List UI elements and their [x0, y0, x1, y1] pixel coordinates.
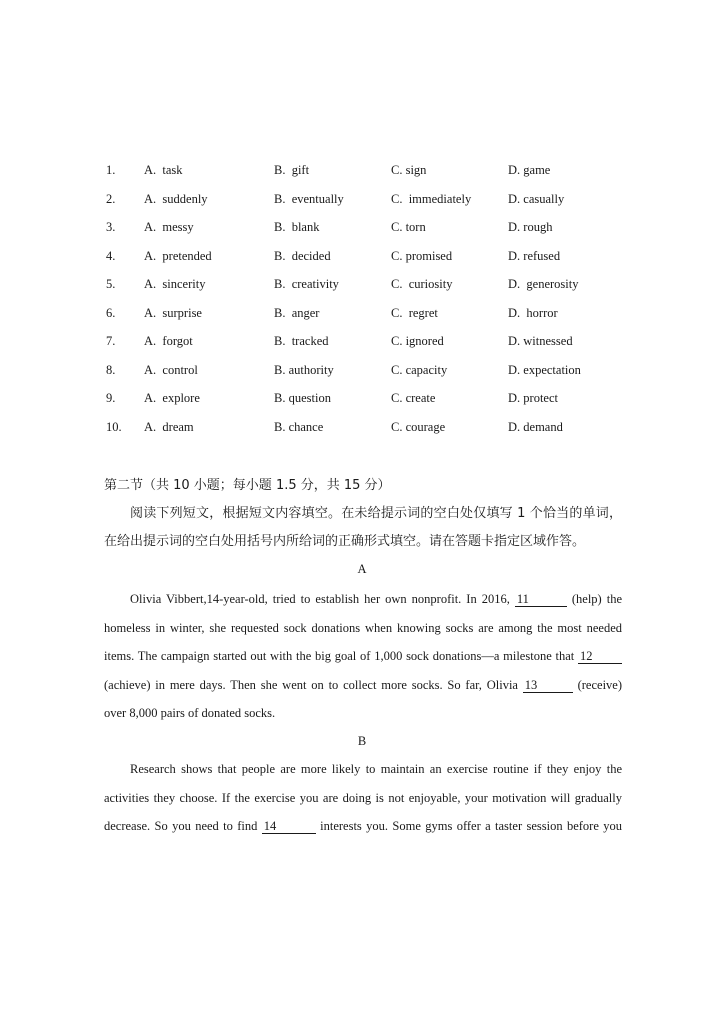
- option-b: B. authority: [274, 362, 334, 377]
- option-a: A. surprise: [144, 305, 202, 320]
- passage-a-line-3: [104, 642, 622, 671]
- passage-b-line-1: Research shows that people are more likely to maintain an exercise routine if they enjoy the: [130, 762, 622, 776]
- option-row-3: [104, 217, 644, 246]
- option-b: B. creativity: [274, 277, 339, 291]
- option-d: D. game: [508, 163, 551, 177]
- option-b: B. chance: [274, 419, 324, 434]
- option-c: C. curiosity: [391, 277, 453, 291]
- passage-b-line-3: [104, 812, 622, 841]
- option-a: A. control: [144, 362, 198, 377]
- question-number: 7.: [106, 334, 116, 348]
- option-a: A. sincerity: [144, 277, 206, 291]
- question-number: 9.: [106, 391, 116, 405]
- option-row-10: [104, 417, 644, 446]
- option-a: A. explore: [144, 391, 200, 405]
- option-c: C. immediately: [391, 191, 472, 206]
- option-c: C. capacity: [391, 362, 448, 377]
- passage-a-line-5: over 8,000 pairs of donated socks.: [104, 706, 276, 721]
- option-c: C. sign: [391, 163, 427, 177]
- section-instructions: 阅读下列短文，根据短文内容填空。在未给提示词的空白处仅填写 1 个恰当的单词，在给出提示词的空白处用括号内所给词的正确形式填空。请在答题卡指定区域作答。: [104, 506, 622, 549]
- option-c: C. promised: [391, 248, 453, 263]
- option-d: D. rough: [508, 220, 553, 234]
- option-c: C. regret: [391, 305, 438, 320]
- option-a: A. suddenly: [144, 191, 208, 206]
- option-d: D. demand: [508, 419, 563, 434]
- option-a: A. messy: [144, 220, 194, 234]
- option-d: D. expectation: [508, 362, 581, 377]
- passage-a: [104, 585, 622, 728]
- text-segment: Olivia Vibbert,14-year-old, tried to establish her own nonprofit. In 2016,: [130, 592, 515, 606]
- text-segment: interests you. Some gyms offer a taster session before you: [315, 819, 622, 834]
- question-number: 3.: [106, 220, 116, 234]
- option-row-1: [104, 160, 644, 189]
- blank-11: 11: [515, 592, 567, 607]
- question-number: 2.: [106, 191, 116, 206]
- option-d: D. refused: [508, 248, 561, 263]
- option-row-2: [104, 189, 644, 218]
- option-a: A. forgot: [144, 334, 193, 348]
- passage-a-heading: A: [357, 562, 367, 576]
- option-d: D. generosity: [508, 277, 579, 291]
- passage-a-line-2: homeless in winter, she requested sock donations when knowing socks are among the most needed: [104, 620, 622, 635]
- question-number: 1.: [106, 163, 116, 177]
- option-b: B. question: [274, 391, 331, 405]
- option-row-4: [104, 246, 644, 275]
- option-b: B. gift: [274, 163, 310, 177]
- option-row-5: [104, 274, 644, 303]
- blank-12: 12: [578, 649, 622, 664]
- option-d: D. horror: [508, 305, 558, 320]
- option-c: C. torn: [391, 220, 426, 234]
- option-b: B. decided: [274, 248, 331, 263]
- text-segment: (achieve) in mere days. Then she went on to collect more socks. So far, Olivia: [104, 677, 523, 692]
- option-c: C. ignored: [391, 334, 444, 348]
- question-number: 4.: [106, 248, 116, 263]
- option-b: B. tracked: [274, 334, 329, 348]
- option-d: D. casually: [508, 191, 565, 206]
- text-segment: items. The campaign started out with the big goal of 1,000 sock donations—a milestone that: [104, 649, 578, 664]
- passage-a-line-1: [104, 585, 622, 614]
- question-number: 6.: [106, 305, 116, 320]
- options-table: [104, 160, 644, 445]
- text-segment: decrease. So you need to find: [104, 819, 262, 834]
- option-a: A. pretended: [144, 248, 212, 263]
- option-a: A. dream: [144, 419, 194, 434]
- question-number: 10.: [106, 419, 122, 434]
- question-number: 8.: [106, 362, 116, 377]
- option-b: B. eventually: [274, 191, 344, 206]
- option-row-6: [104, 303, 644, 332]
- option-c: C. courage: [391, 419, 446, 434]
- option-b: B. anger: [274, 305, 320, 320]
- option-b: B. blank: [274, 220, 320, 234]
- option-d: D. witnessed: [508, 334, 573, 348]
- option-row-9: [104, 388, 644, 417]
- passage-b: [104, 755, 622, 841]
- option-c: C. create: [391, 391, 436, 405]
- passage-b-heading: B: [357, 734, 367, 748]
- text-segment: (receive): [572, 677, 623, 692]
- option-d: D. protect: [508, 391, 558, 405]
- option-row-8: [104, 360, 644, 389]
- passage-b-line-2: activities they choose. If the exercise you are doing is not enjoyable, your motivation will gradually: [104, 790, 622, 805]
- option-a: A. task: [144, 163, 183, 177]
- question-number: 5.: [106, 277, 116, 291]
- blank-13: 13: [523, 678, 573, 693]
- text-segment: (help) the: [566, 592, 622, 606]
- passage-a-line-4: [104, 671, 622, 700]
- section-title: 第二节（共 10 小题；每小题 1.5 分，共 15 分）: [104, 478, 391, 493]
- option-row-7: [104, 331, 644, 360]
- blank-14: 14: [262, 819, 316, 834]
